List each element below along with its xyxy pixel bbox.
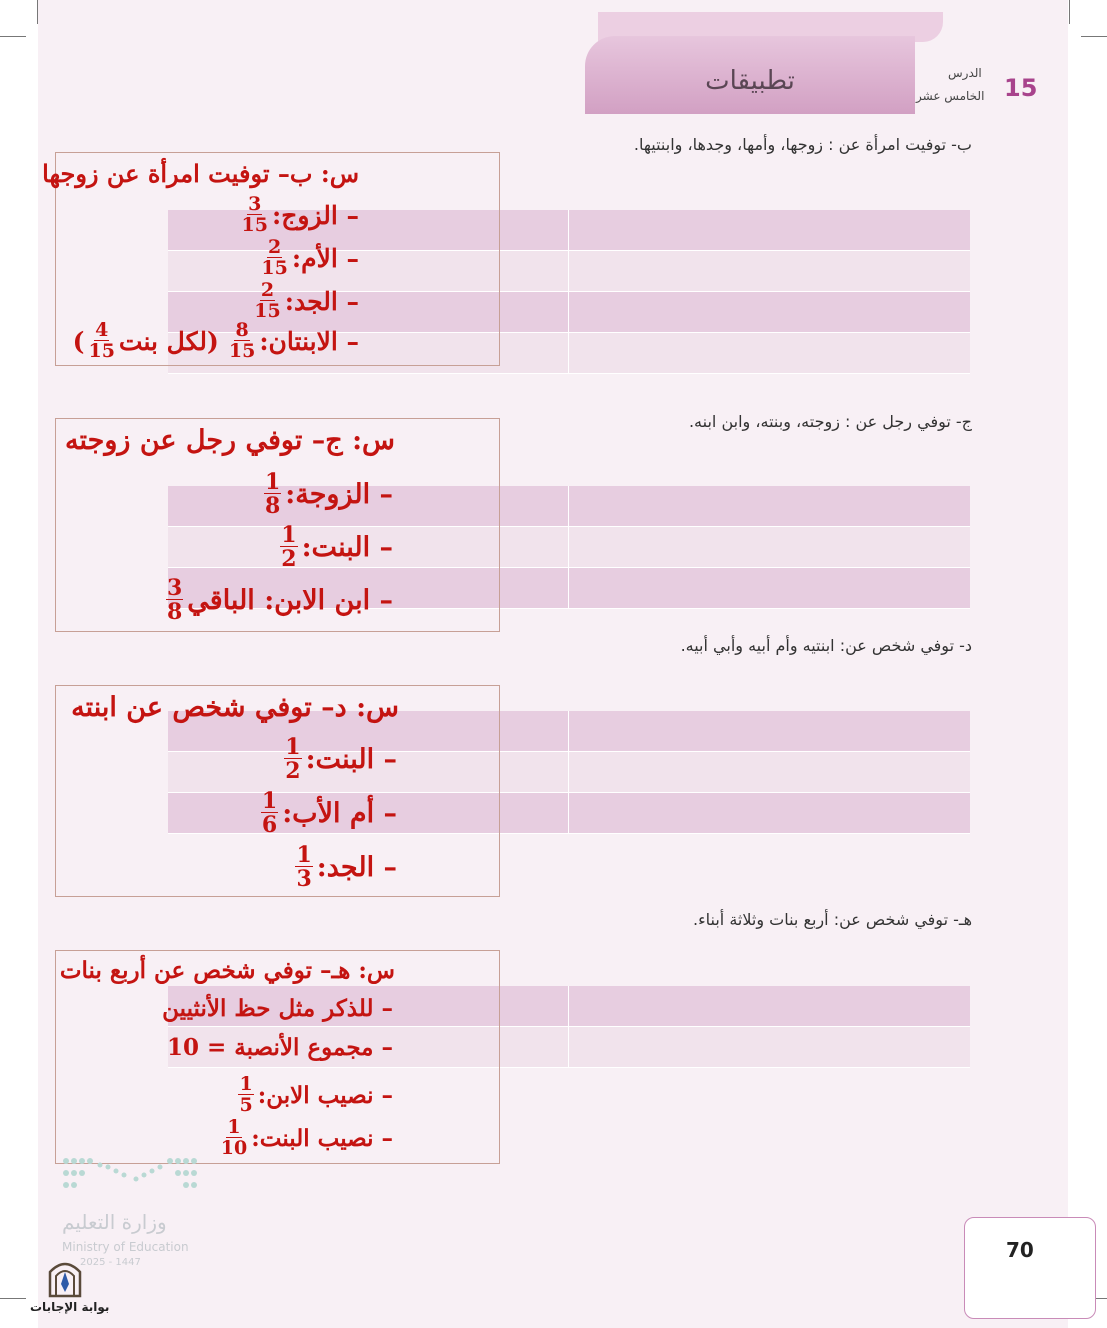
ministry-name-english: Ministry of Education — [62, 1240, 189, 1254]
numerator: 4 — [95, 319, 109, 341]
answer-line — [162, 577, 393, 623]
answer-label: – نصيب البنت: — [251, 1124, 393, 1152]
numerator: 1 — [281, 522, 297, 548]
numerator: 3 — [166, 575, 183, 601]
answer-label: – الابنتان: — [259, 326, 359, 356]
fraction — [280, 524, 297, 570]
answer-line — [276, 524, 393, 570]
answer-line — [217, 1118, 393, 1158]
numerator: 2 — [268, 236, 282, 258]
numerator: 3 — [248, 193, 262, 215]
answer-title: س: ب– توفيت امرأة عن زوجها — [42, 159, 359, 188]
ministry-logo-icon — [60, 1155, 200, 1197]
lesson-number: 15 — [1004, 74, 1038, 102]
answer-line — [291, 844, 397, 890]
fraction — [261, 238, 287, 278]
answer-label: – الأم: — [291, 243, 359, 273]
answer-box-d — [55, 685, 500, 897]
portal-name: بوابة الإجابات — [30, 1300, 110, 1314]
answer-label: – ابن الابن: الباقي — [187, 584, 393, 616]
question-e: هـ- توفي شخص عن: أربع بنات وثلاثة أبناء. — [693, 910, 972, 929]
ministry-name-arabic: وزارة التعليم — [62, 1210, 167, 1234]
fraction — [254, 281, 280, 321]
fraction — [221, 1118, 247, 1158]
numerator: 1 — [296, 842, 312, 868]
answer-line — [260, 471, 393, 517]
answer-title: س: هـ– توفي شخص عن أربع بنات — [59, 957, 395, 984]
numerator: 8 — [235, 319, 249, 341]
answer-line — [250, 281, 359, 321]
fraction — [261, 790, 278, 836]
fraction — [166, 577, 183, 623]
lesson-name: الخامس عشر — [916, 89, 985, 103]
question-c: ج- توفي رجل عن : زوجته، وبنته، وابن ابنه. — [688, 412, 972, 431]
answer-line — [257, 790, 397, 836]
fraction — [264, 471, 281, 517]
page-number-box — [964, 1217, 1096, 1319]
answer-label: – الزوج: — [272, 200, 359, 230]
answer-title: س: ج– توفي رجل عن زوجته — [65, 425, 395, 456]
fraction — [88, 321, 114, 361]
answer-line — [238, 195, 359, 235]
crop-mark — [0, 1298, 26, 1299]
question-d: د- توفي شخص عن: ابنتيه وأم أبيه وأبي أبيه. — [680, 636, 972, 655]
edition-year: 2025 - 1447 — [80, 1257, 141, 1268]
answer-note: (لكل بنت — [118, 326, 219, 356]
lesson-label: الدرس — [948, 66, 982, 80]
answer-label: – البنت: — [305, 743, 397, 775]
crop-mark — [1069, 0, 1070, 24]
answer-label: – الزوجة: — [285, 478, 393, 510]
answer-line: – مجموع الأنصبة = 10 — [166, 1034, 393, 1061]
answer-note-close: ) — [72, 326, 85, 356]
page-title: تطبيقات — [705, 66, 795, 96]
denominator: 15 — [88, 340, 115, 362]
question-b: ب- توفيت امرأة عن : زوجها، وأمها، وجدها، وابنتيها. — [633, 135, 972, 154]
fraction — [295, 844, 312, 890]
answer-box-e — [55, 950, 500, 1164]
answer-line — [257, 238, 359, 278]
denominator: 3 — [296, 866, 312, 892]
answer-line — [280, 736, 397, 782]
answer-line: – للذكر مثل حظ الأنثيين — [162, 995, 393, 1022]
numerator: 1 — [261, 788, 278, 814]
fraction — [284, 736, 301, 782]
answer-line — [73, 321, 359, 361]
fraction — [229, 321, 255, 361]
denominator: 2 — [285, 758, 301, 784]
answer-title: س: د– توفي شخص عن ابنته — [71, 692, 399, 723]
denominator: 15 — [254, 300, 281, 322]
numerator: 1 — [239, 1073, 253, 1095]
page-number: 70 — [1006, 1238, 1034, 1262]
answer-label: – الجد: — [284, 286, 359, 316]
answer-label: – البنت: — [301, 531, 393, 563]
denominator: 15 — [241, 214, 268, 236]
answer-label: – أم الأب: — [282, 797, 397, 829]
numerator: 2 — [260, 279, 275, 301]
crop-mark — [0, 36, 26, 37]
answer-box-b — [42, 152, 500, 366]
crop-mark — [37, 0, 38, 24]
denominator: 15 — [261, 257, 288, 279]
answer-label: – الجد: — [316, 851, 397, 883]
answer-box-c — [55, 418, 500, 632]
denominator: 5 — [239, 1094, 253, 1116]
portal-logo-icon — [44, 1258, 86, 1298]
denominator: 8 — [264, 493, 281, 519]
denominator: 2 — [281, 546, 297, 572]
denominator: 15 — [228, 340, 256, 362]
denominator: 6 — [261, 812, 278, 838]
denominator: 10 — [220, 1137, 248, 1159]
numerator: 1 — [285, 734, 301, 760]
fraction — [238, 1075, 253, 1115]
answer-label: – نصيب الابن: — [257, 1081, 393, 1109]
crop-mark — [1081, 36, 1107, 37]
answer-line — [234, 1075, 393, 1115]
denominator: 8 — [166, 599, 183, 625]
numerator: 1 — [264, 469, 281, 495]
numerator: 1 — [227, 1116, 241, 1138]
fraction — [242, 195, 268, 235]
